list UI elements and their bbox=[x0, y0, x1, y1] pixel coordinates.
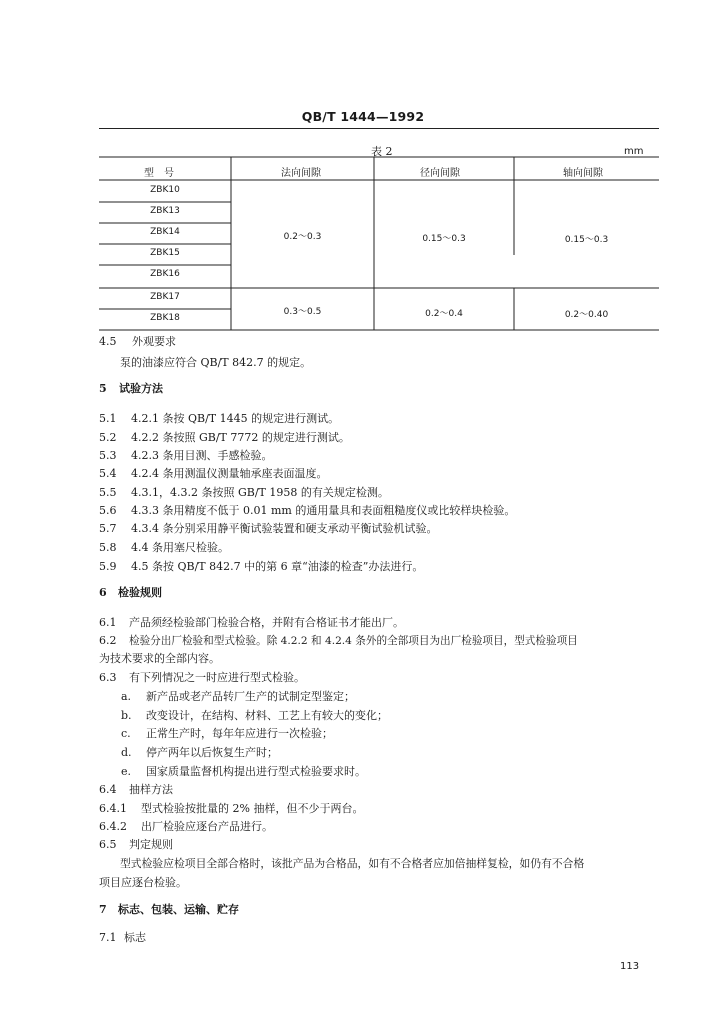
paragraph: 泵的油漆应符合 QB/T 842.7 的规定。 bbox=[120, 356, 312, 369]
axial-clearance-group1: 0.15～0.3 bbox=[564, 235, 609, 245]
page-number: 113 bbox=[620, 961, 640, 972]
clause-number: 6.5 bbox=[99, 838, 117, 851]
clause-text: 4.3.3 条用精度不低于 0.01 mm 的通用量具和表面粗糙度仪或比较样块检验。 bbox=[131, 504, 516, 517]
header-radial-clearance: 径向间隙 bbox=[420, 168, 460, 179]
clause-number: 5.1 bbox=[99, 412, 117, 425]
chapter-number: 6 bbox=[99, 586, 107, 599]
list-item: 国家质量监督机构提出进行型式检验要求时。 bbox=[146, 765, 366, 778]
paragraph-continued: 项目应逐台检验。 bbox=[99, 876, 187, 889]
header-normal-clearance: 法向间隙 bbox=[281, 168, 321, 179]
normal-clearance-group2: 0.3～0.5 bbox=[283, 307, 322, 317]
section-number: 4.5 bbox=[99, 335, 117, 348]
clause-number: 6.4.2 bbox=[99, 820, 127, 833]
clause-text: 抽样方法 bbox=[129, 783, 173, 796]
table-caption: 表 2 bbox=[371, 145, 393, 158]
model-cell: ZBK18 bbox=[150, 313, 180, 323]
list-item: 停产两年以后恢复生产时； bbox=[146, 746, 278, 759]
clause-text: 4.3.1，4.3.2 条按照 GB/T 1958 的有关规定检测。 bbox=[131, 486, 389, 499]
clause-text: 4.2.3 条用目测、手感检验。 bbox=[131, 449, 273, 462]
normal-clearance-group1: 0.2～0.3 bbox=[283, 232, 322, 242]
model-cell: ZBK14 bbox=[150, 227, 180, 237]
section-title: 外观要求 bbox=[132, 335, 176, 348]
list-label: a. bbox=[121, 690, 132, 703]
clause-text: 标志 bbox=[124, 931, 146, 944]
clause-number: 5.4 bbox=[99, 467, 117, 480]
list-item: 新产品或老产品转厂生产的试制定型鉴定； bbox=[146, 690, 355, 703]
model-cell: ZBK13 bbox=[150, 206, 180, 216]
header-axial-clearance: 轴向间隙 bbox=[563, 168, 603, 179]
clause-text: 4.2.2 条按照 GB/T 7772 的规定进行测试。 bbox=[131, 431, 350, 444]
model-cell: ZBK10 bbox=[150, 185, 180, 195]
radial-clearance-group1: 0.15～0.3 bbox=[422, 234, 466, 244]
chapter-title: 试验方法 bbox=[119, 382, 163, 395]
model-cell: ZBK16 bbox=[150, 269, 180, 279]
chapter-title: 标志、包装、运输、贮存 bbox=[118, 903, 239, 916]
chapter-number: 7 bbox=[99, 903, 107, 916]
clause-text-continued: 为技术要求的全部内容。 bbox=[99, 652, 220, 665]
clause-number: 5.8 bbox=[99, 541, 117, 554]
header-model: 型 号 bbox=[144, 168, 174, 179]
clause-text: 有下列情况之一时应进行型式检验。 bbox=[129, 671, 305, 684]
list-item: 正常生产时，每年年应进行一次检验； bbox=[146, 727, 333, 740]
clause-number: 5.3 bbox=[99, 449, 117, 462]
clause-number: 6.2 bbox=[99, 634, 117, 647]
clause-number: 6.1 bbox=[99, 616, 117, 629]
standard-number: QB/T 1444—1992 bbox=[301, 109, 425, 124]
radial-clearance-group2: 0.2～0.4 bbox=[425, 309, 463, 319]
axial-clearance-group2: 0.2～0.40 bbox=[564, 310, 609, 320]
table-unit: mm bbox=[624, 146, 644, 157]
clause-text: 产品须经检验部门检验合格，并附有合格证书才能出厂。 bbox=[129, 616, 404, 629]
clause-text: 4.2.4 条用测温仪测量轴承座表面温度。 bbox=[131, 467, 328, 480]
clause-text: 4.4 条用塞尺检验。 bbox=[131, 541, 229, 554]
clause-text: 判定规则 bbox=[129, 838, 173, 851]
paragraph: 型式检验应检项目全部合格时，该批产品为合格品，如有不合格者应加倍抽样复检，如仍有不合格 bbox=[120, 857, 585, 870]
clause-text: 4.5 条按 QB/T 842.7 中的第 6 章“油漆的检查”办法进行。 bbox=[131, 560, 424, 573]
list-label: c. bbox=[121, 727, 131, 740]
clause-number: 7.1 bbox=[99, 931, 117, 944]
clause-number: 5.2 bbox=[99, 431, 117, 444]
clause-text: 检验分出厂检验和型式检验。除 4.2.2 和 4.2.4 条外的全部项目为出厂检验项目，型式检验项目 bbox=[129, 635, 578, 647]
clause-number: 5.9 bbox=[99, 560, 117, 573]
list-item: 改变设计，在结构、材料、工艺上有较大的变化； bbox=[146, 709, 388, 722]
list-label: b. bbox=[121, 709, 132, 722]
clause-number: 5.5 bbox=[99, 486, 117, 499]
clause-text: 型式检验按批量的 2% 抽样，但不少于两台。 bbox=[141, 802, 364, 815]
model-cell: ZBK17 bbox=[150, 292, 180, 302]
clause-number: 6.4 bbox=[99, 783, 117, 796]
clause-number: 5.7 bbox=[99, 522, 117, 535]
clause-number: 5.6 bbox=[99, 504, 117, 517]
list-label: d. bbox=[121, 746, 132, 759]
chapter-number: 5 bbox=[99, 382, 107, 395]
model-cell: ZBK15 bbox=[150, 248, 180, 258]
clause-text: 出厂检验应逐台产品进行。 bbox=[141, 820, 273, 833]
clause-text: 4.3.4 条分别采用静平衡试验装置和硬支承动平衡试验机试验。 bbox=[131, 522, 438, 535]
clause-number: 6.3 bbox=[99, 671, 117, 684]
clause-number: 6.4.1 bbox=[99, 802, 127, 815]
clause-text: 4.2.1 条按 QB/T 1445 的规定进行测试。 bbox=[131, 412, 340, 425]
list-label: e. bbox=[121, 765, 132, 778]
chapter-title: 检验规则 bbox=[118, 586, 162, 599]
